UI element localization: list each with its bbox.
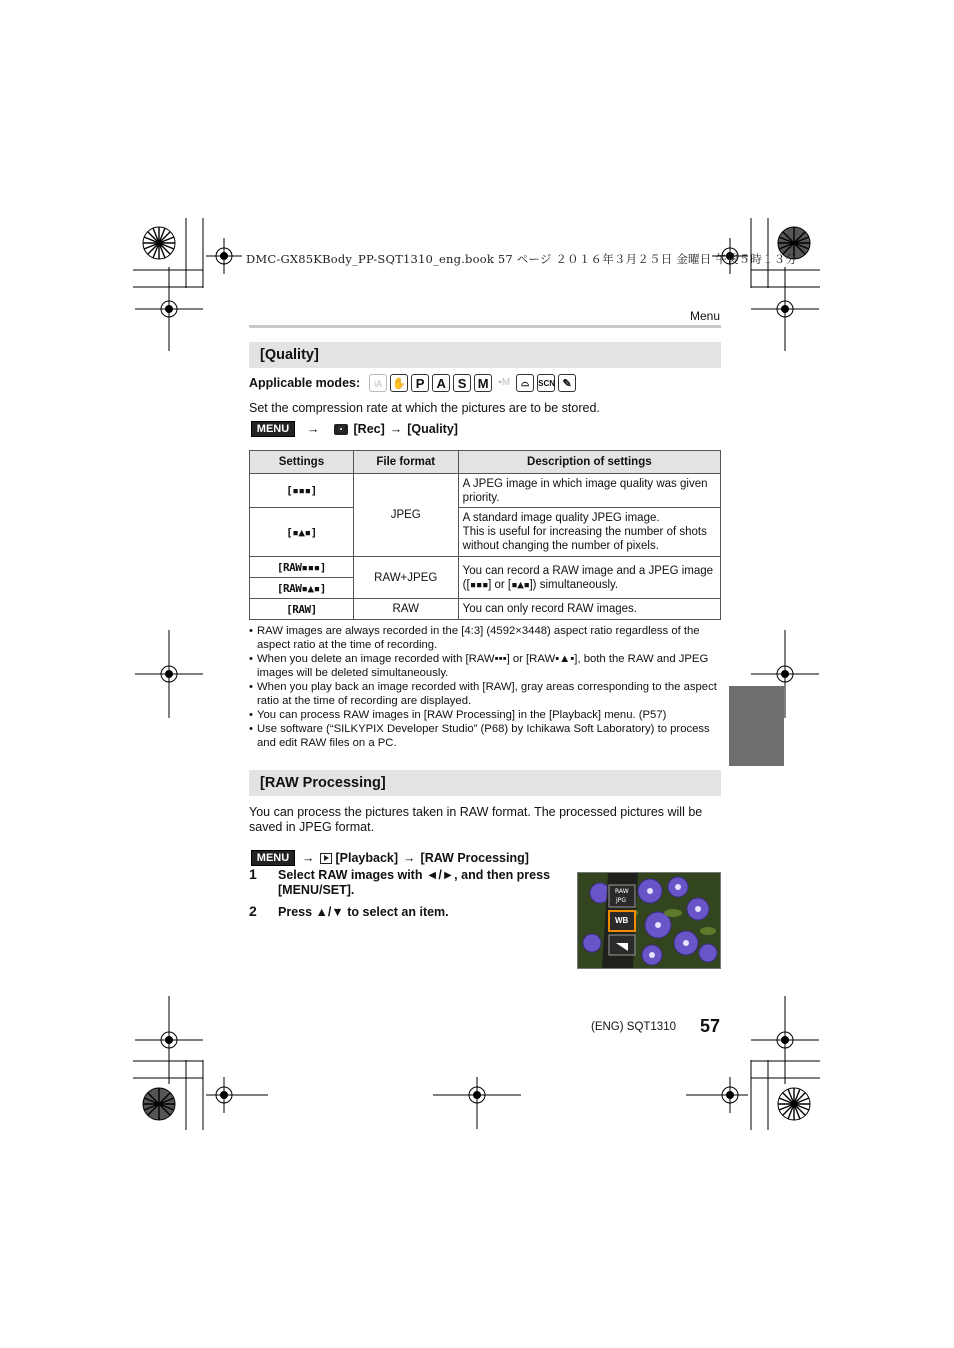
raw-processing-intro: You can process the pictures taken in RAW format. The processed pictures will be saved in JPEG format.	[249, 805, 703, 834]
quality-heading: [Quality]	[249, 342, 721, 368]
raw-description: You can only record RAW images.	[458, 599, 720, 620]
table-row	[250, 557, 721, 578]
mode-ia-icon: iA	[369, 374, 387, 392]
note-item: • Use software (“SILKYPIX Developer Studio” (P68) by Ichikawa Soft Laboratory) to process and edit RAW files on a PC.	[249, 722, 719, 750]
mode-s-icon: S	[453, 374, 471, 392]
footer-code: (ENG) SQT1310	[591, 1021, 676, 1033]
raw-fine-symbol: [RAW▪▪▪]	[276, 560, 326, 574]
raw-processing-menu-path: MENU → [Playback] → [RAW Processing]	[251, 850, 529, 866]
table-row	[250, 599, 721, 620]
playback-icon	[320, 853, 332, 864]
note-item: • When you delete an image recorded with [RAW▪▪▪] or [RAW▪▲▪], both the RAW and JPEG images will be deleted simultaneously.	[249, 652, 719, 680]
col-header-settings: Settings	[250, 451, 354, 474]
screen-label-wb: WB	[615, 916, 629, 925]
camera-icon	[334, 424, 348, 435]
raw-standard-symbol: [RAW▪▲▪]	[276, 581, 326, 595]
standard-description: A standard image quality JPEG image. This is useful for increasing the number of shots without changing the number of pixels.	[458, 508, 720, 557]
raw-symbol: [RAW]	[286, 602, 317, 616]
menu-badge: MENU	[251, 421, 295, 437]
note-item: • You can process RAW images in [RAW Processing] in the [Playback] menu. (P57)	[249, 708, 719, 722]
raw-jpeg-format: RAW+JPEG	[353, 557, 458, 599]
quality-menu-path: MENU → [Rec] → [Quality]	[251, 421, 458, 437]
header-rule	[249, 325, 721, 328]
col-header-description: Description of settings	[458, 451, 720, 474]
fine-quality-symbol: [▪▪▪]	[286, 484, 317, 497]
raw-processing-screen-image	[577, 872, 721, 969]
raw-jpeg-description: You can record a RAW image and a JPEG image ([▪▪▪] or [▪▲▪]) simultaneously.	[458, 557, 720, 599]
fine-description: A JPEG image in which image quality was given priority.	[458, 474, 720, 508]
applicable-modes	[249, 372, 576, 394]
quality-notes	[249, 624, 719, 750]
quality-intro: Set the compression rate at which the pictures are to be stored.	[249, 401, 600, 415]
quality-settings-table	[249, 450, 721, 620]
table-row	[250, 508, 721, 557]
note-item: • RAW images are always recorded in the [4:3] (4592×3448) aspect ratio regardless of the aspect ratio at the time of recording.	[249, 624, 719, 652]
table-row	[250, 474, 721, 508]
mode-m-icon: M	[474, 374, 492, 392]
raw-format: RAW	[353, 599, 458, 620]
screen-label-jpg: JPG	[616, 897, 627, 904]
step-2: 2 Press ▲/▼ to select an item.	[249, 903, 449, 919]
section-label: Menu	[689, 309, 720, 323]
menu-badge: MENU	[251, 850, 295, 866]
print-header: DMC-GX85KBody_PP-SQT1310_eng.book 57 ページ ２０１６年３月２５日 金曜日 午後５時１３分	[246, 252, 798, 266]
mode-scn-icon: SCN	[537, 374, 555, 392]
mode-ia-plus-icon: ✋	[390, 374, 408, 392]
col-header-format: File format	[353, 451, 458, 474]
step-1: 1 Select RAW images with ◄/►, and then press [MENU/SET].	[249, 866, 551, 897]
screen-label-raw: RAW	[615, 888, 629, 895]
raw-processing-heading: [RAW Processing]	[249, 770, 721, 796]
mode-creative-icon: ✎	[558, 374, 576, 392]
chapter-tab	[729, 686, 784, 766]
mode-p-icon: P	[411, 374, 429, 392]
page-number: 57	[700, 1016, 721, 1036]
applicable-modes-label: Applicable modes:	[249, 376, 361, 390]
mode-panorama-icon: ⌓	[516, 374, 534, 392]
mode-a-icon: A	[432, 374, 450, 392]
standard-quality-symbol: [▪▲▪]	[286, 525, 317, 539]
mode-movie-icon: ▪M	[498, 377, 511, 388]
jpeg-format: JPEG	[353, 474, 458, 557]
note-item: • When you play back an image recorded with [RAW], gray areas corresponding to the aspect ratio at the time of recording are displayed.	[249, 680, 719, 708]
